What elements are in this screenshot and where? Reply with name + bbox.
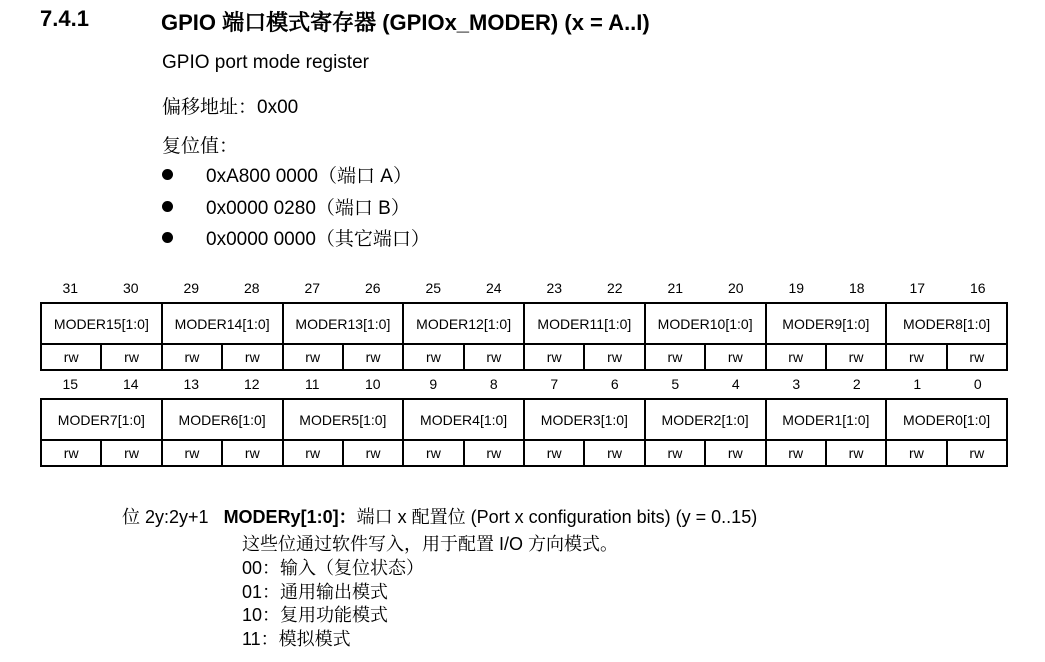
bit-number: 16 [969,280,986,296]
field-cell: MODER14[1:0] [162,303,283,344]
access-cell: rw [766,344,826,370]
access-cell: rw [826,440,886,466]
register-table-upper [40,302,1008,371]
field-bit-range: 位 2y:2y+1 [122,507,209,527]
bit-number: 20 [727,280,744,296]
field-name: MODERy[1:0] [223,507,339,527]
reset-value-item [162,161,412,188]
access-cell: rw [403,440,463,466]
field-cell: MODER3[1:0] [524,399,645,440]
register-table-lower [40,398,1008,467]
field-cell: MODER2[1:0] [645,399,766,440]
field-cell: MODER5[1:0] [283,399,404,440]
access-cell: rw [524,440,584,466]
field-cell: MODER11[1:0] [524,303,645,344]
bit-number: 21 [667,280,684,296]
bit-number: 23 [546,280,563,296]
bit-number: 5 [671,376,680,392]
field-cell: MODER1[1:0] [766,399,887,440]
field-cell: MODER8[1:0] [886,303,1007,344]
reset-value-text: 0x0000 0280（端口 B） [206,198,410,219]
field-cell: MODER12[1:0] [403,303,524,344]
field-cell: MODER6[1:0] [162,399,283,440]
description-line: 11：模拟模式 [242,629,351,649]
access-cell: rw [41,344,101,370]
bit-number: 25 [425,280,442,296]
bit-number: 15 [62,376,79,392]
offset-address: 偏移地址：0x00 [162,97,299,118]
access-cell: rw [645,344,705,370]
access-cell: rw [947,344,1007,370]
access-cell: rw [645,440,705,466]
bit-number: 10 [364,376,381,392]
access-cell: rw [886,440,946,466]
section-title: GPIO 端口模式寄存器 (GPIOx_MODER) (x = A..I) [161,10,650,35]
field-cell: MODER4[1:0] [403,399,524,440]
access-cell: rw [524,344,584,370]
field-cell: MODER9[1:0] [766,303,887,344]
access-cell: rw [403,344,463,370]
field-cell: MODER10[1:0] [645,303,766,344]
bit-number: 9 [429,376,438,392]
access-cell: rw [826,344,886,370]
lower-bit-numbers [40,376,1008,392]
bit-number: 22 [606,280,623,296]
bit-number: 2 [852,376,861,392]
access-cell: rw [283,440,343,466]
reset-value-item [162,224,430,251]
bit-number: 0 [973,376,982,392]
access-cell: rw [101,344,161,370]
bit-number: 12 [243,376,260,392]
access-row [41,344,1007,370]
bullet-icon [162,232,173,243]
field-cell: MODER13[1:0] [283,303,404,344]
bit-number: 17 [909,280,926,296]
access-row [41,440,1007,466]
access-cell: rw [283,344,343,370]
bit-number: 19 [788,280,805,296]
bit-number: 26 [364,280,381,296]
access-cell: rw [222,440,282,466]
access-cell: rw [343,440,403,466]
reset-value-label: 复位值： [162,136,239,157]
register-subtitle: GPIO port mode register [162,52,369,73]
reset-value-text: 0x0000 0000（其它端口） [206,229,430,250]
field-row [41,303,1007,344]
bit-number: 14 [122,376,139,392]
bullet-icon [162,169,173,180]
bit-number: 11 [304,376,320,392]
bit-number: 28 [243,280,260,296]
bit-number: 30 [122,280,139,296]
reset-value-text: 0xA800 0000（端口 A） [206,166,412,187]
bullet-icon [162,201,173,212]
description-line: 00：输入（复位状态） [242,558,425,578]
access-cell: rw [584,440,644,466]
bit-number: 4 [731,376,740,392]
bit-number: 31 [62,280,79,296]
access-cell: rw [222,344,282,370]
access-cell: rw [886,344,946,370]
field-cell: MODER15[1:0] [41,303,162,344]
bit-number: 7 [550,376,559,392]
bit-number: 8 [489,376,498,392]
reset-value-item [162,193,410,220]
field-cell: MODER0[1:0] [886,399,1007,440]
field-summary: 端口 x 配置位 (Port x configuration bits) (y = 0..15) [356,507,758,527]
field-row [41,399,1007,440]
bit-number: 29 [183,280,200,296]
description-line: 这些位通过软件写入，用于配置 I/O 方向模式。 [242,534,619,554]
bit-number: 3 [792,376,801,392]
description-line: 10：复用功能模式 [242,605,389,625]
section-number: 7.4.1 [40,6,89,31]
field-cell: MODER7[1:0] [41,399,162,440]
access-cell: rw [705,344,765,370]
bit-number: 24 [485,280,502,296]
bit-number: 1 [913,376,922,392]
bit-number: 6 [610,376,619,392]
bit-number: 18 [848,280,865,296]
field-name-colon: ： [338,507,357,527]
access-cell: rw [584,344,644,370]
access-cell: rw [766,440,826,466]
access-cell: rw [162,344,222,370]
upper-bit-numbers [40,280,1008,296]
access-cell: rw [464,344,524,370]
access-cell: rw [705,440,765,466]
description-line: 01：通用输出模式 [242,582,389,602]
bit-number: 13 [183,376,200,392]
field-description-heading [122,503,757,529]
bit-number: 27 [304,280,321,296]
access-cell: rw [343,344,403,370]
access-cell: rw [41,440,101,466]
access-cell: rw [947,440,1007,466]
access-cell: rw [101,440,161,466]
access-cell: rw [464,440,524,466]
access-cell: rw [162,440,222,466]
